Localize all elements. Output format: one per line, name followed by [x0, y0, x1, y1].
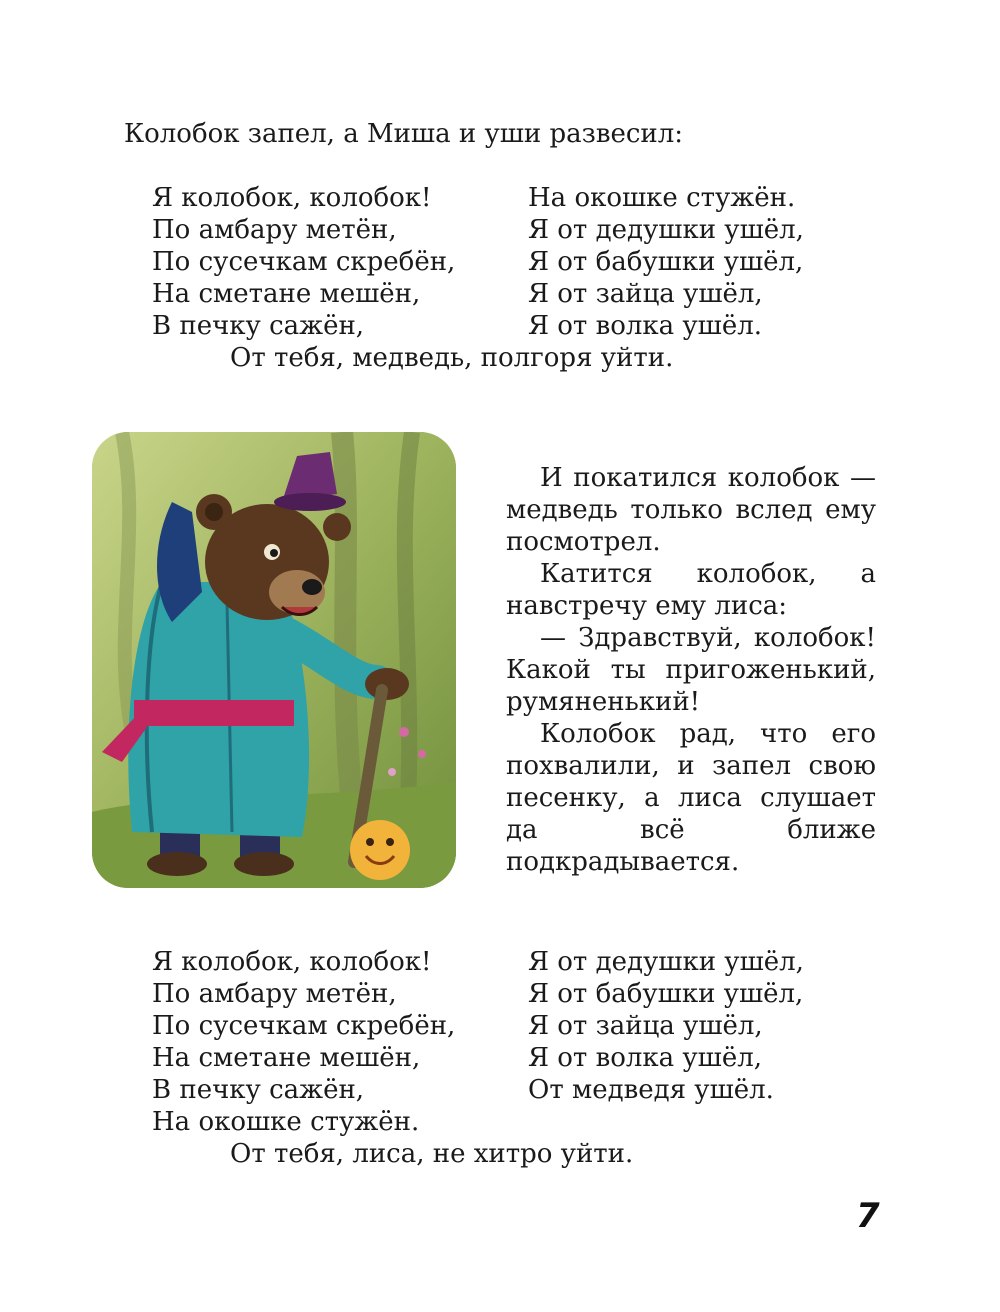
verse-line: На сметане мешён,: [152, 279, 421, 309]
verse-2-left-column: [152, 946, 455, 1138]
story-paragraph: Катится колобок, а навстречу ему лиса:: [506, 559, 876, 621]
verse-1-left-column: [152, 182, 455, 342]
story-text: [506, 462, 876, 878]
song-verse-2: [0, 946, 1000, 1186]
verse-2-refrain: От тебя, лиса, не хитро уйти.: [230, 1139, 634, 1169]
story-paragraph: — Здравствуй, колобок! Какой ты пригоженький, румяненький!: [506, 623, 876, 717]
verse-line: Я от дедушки ушёл,: [528, 947, 804, 977]
verse-line: На сметане мешён,: [152, 1043, 421, 1073]
verse-line: Я от бабушки ушёл,: [528, 247, 804, 277]
verse-line: Я от дедушки ушёл,: [528, 215, 804, 245]
verse-line: По сусечкам скребён,: [152, 1011, 456, 1041]
verse-line: Я от бабушки ушёл,: [528, 979, 804, 1009]
verse-line: От медведя ушёл.: [528, 1075, 774, 1105]
song-verse-1: [0, 182, 1000, 382]
verse-line: Я от зайца ушёл,: [528, 1011, 763, 1041]
verse-2-right-column: [528, 946, 804, 1106]
page-number: 7: [856, 1196, 880, 1236]
verse-line: По амбару метён,: [152, 215, 397, 245]
intro-line: Колобок запел, а Миша и уши развесил:: [124, 119, 684, 149]
verse-line: На окошке стужён.: [152, 1107, 420, 1137]
verse-1-refrain: От тебя, медведь, полгоря уйти.: [230, 343, 674, 373]
verse-line: Я колобок, колобок!: [152, 183, 432, 213]
verse-line: Я от зайца ушёл,: [528, 279, 763, 309]
verse-line: В печку сажён,: [152, 311, 365, 341]
verse-line: Я колобок, колобок!: [152, 947, 432, 977]
bear-illustration: [92, 432, 456, 888]
verse-line: В печку сажён,: [152, 1075, 365, 1105]
bear-with-kolobok-picture: [92, 432, 456, 888]
story-paragraph: И покатился колобок — медведь только вслед ему посмотрел.: [506, 463, 876, 557]
verse-line: Я от волка ушёл.: [528, 311, 763, 341]
verse-1-right-column: [528, 182, 804, 342]
verse-line: Я от волка ушёл,: [528, 1043, 763, 1073]
verse-line: По амбару метён,: [152, 979, 397, 1009]
verse-line: На окошке стужён.: [528, 183, 796, 213]
verse-line: По сусечкам скребён,: [152, 247, 456, 277]
story-paragraph: Колобок рад, что его похвалили, и запел свою песенку, а лиса слушает да всё ближе подкрадывается.: [506, 719, 876, 877]
